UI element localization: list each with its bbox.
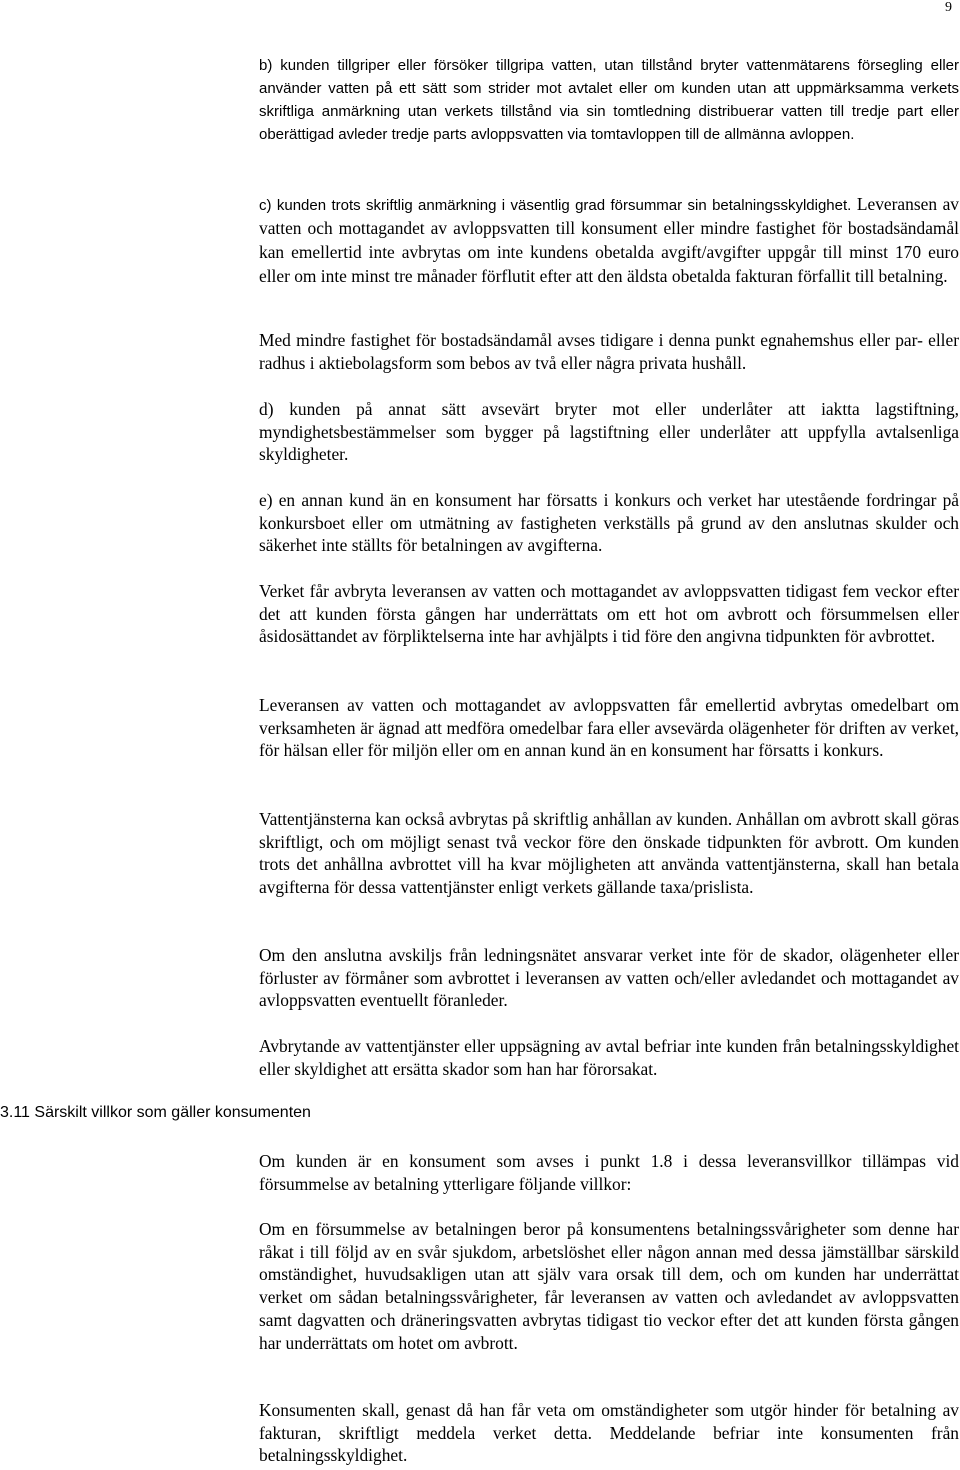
paragraph-item-b: b) kunden tillgriper eller försöker tillgripa vatten, utan tillstånd bryter vattenmätarens försegling eller använder vatten på ett sätt som strider mot avtalet eller om kunden utan att uppmärksamma verkets skriftliga anmärkning utan verkets tillstånd via sin tomtledning distribuerar vatten till tredje part eller oberättigad avleder tredje parts avloppsvatten via tomtavloppen till de allmänna avloppen.	[259, 57, 959, 143]
paragraph-vattentjansterna: Vattentjänsterna kan också avbrytas på skriftlig anhållan av kunden. Anhållan om avbrott skall göras skriftligt, och om möjligt senast två veckor före den önskade tidpunkten för avbrott. Om kunden trots det anhållna avbrottet vill ha kvar möjligheten att använda vattentjänsterna, skall han betala avgifterna för dessa vattentjänster enligt verkets gällande taxa/prislista.	[259, 809, 959, 898]
paragraph-konsument: Om kunden är en konsument som avses i punkt 1.8 i dessa leveransvillkor tillämpas vid försummelse av betalning ytterligare följande villkor:	[259, 1151, 959, 1194]
paragraph-leveransen: Leveransen av vatten och mottagandet av avloppsvatten får emellertid avbrytas omedelbart om verksamheten är ägnad att medföra omedelbar fara eller avsevärda olägenheter för driften av verket, för hälsan eller för miljön eller om en annan kund än en konsument har försatts i konkurs.	[259, 695, 959, 761]
paragraph-avskiljs: Om den anslutna avskiljs från ledningsnätet ansvarar verket inte för de skador, olägenheter eller förluster av förmåner som avbrottet i leveransen av vatten och/eller avledandet och mottagandet av avloppsvatten eventuellt föranleder.	[259, 945, 959, 1011]
paragraph-item-d: d) kunden på annat sätt avsevärt bryter mot eller underlåter att iaktta lagstiftning, myndighetsbestämmelser som bygger på lagstiftning eller underlåter att uppfylla avtalsenliga skyldigheter.	[259, 399, 959, 465]
paragraph-item-e: e) en annan kund än en konsument har försatts i konkurs och verket har utestående fordringar på konkursboet eller om utmätning av fastigheten verkställs på grund av den anslutnas skulder och säkerhet inte ställts för betalningen av avgifterna.	[259, 490, 959, 556]
paragraph-item-c-rest: Leveransen av vatten och mottagandet av avloppsvatten till konsument eller mindre fastighet för bostadsändamål kan emellertid inte avbrytas om inte kundens obetalda avgift/avgifter uppgår till minst 170 euro eller om inte minst tre månader förflutit efter att den äldsta obetalda fakturan förfallit till betalning.	[259, 194, 959, 286]
paragraph-mindre-fastighet: Med mindre fastighet för bostadsändamål avses tidigare i denna punkt egnahemshus eller par- eller radhus i aktiebolagsform som bebos av två eller några privata hushåll.	[259, 330, 959, 373]
paragraph-verket-far: Verket får avbryta leveransen av vatten och mottagandet av avloppsvatten tidigast fem veckor efter det att kunden första gången har underrättats om ett hot om avbrott och försummelsen eller åsidosättandet av förpliktelserna inte har avhjälpts i tid före den angivna tidpunkten för avbrottet.	[259, 581, 959, 647]
paragraph-forsummelse: Om en försummelse av betalningen beror på konsumentens betalningssvårigheter som denne har råkat i till följd av en svår sjukdom, arbetslöshet eller någon annan med dessa jämställbar särskild omständighet, huvudsakligen utan att själv vara orsak till dem, och om kunden har underrättat verket om sådan betalningssvårigheter, får leveransen av vatten och avledandet av avloppsvatten samt dagvatten och dräneringsvatten avbrytas tidigast tio veckor efter det att kunden första gången har underrättats om hotet om avbrott.	[259, 1219, 959, 1353]
paragraph-item-c-lead: c) kunden trots skriftlig anmärkning i väsentlig grad försummar sin betalningsskyldighet.	[259, 197, 852, 214]
section-heading: 3.11 Särskilt villkor som gäller konsumenten	[0, 1104, 311, 1121]
paragraph-konsumenten-skall: Konsumenten skall, genast då han får veta om omständigheter som utgör hinder för betalning av fakturan, skriftligt meddela verket detta. Meddelande befriar inte konsumenten från betalningsskyldighet.	[259, 1400, 959, 1466]
page-number: 9	[945, 0, 952, 15]
paragraph-avbrytande: Avbrytande av vattentjänster eller uppsägning av avtal befriar inte kunden från betalningsskyldighet eller skyldighet att ersätta skador som han har förorsakat.	[259, 1036, 959, 1079]
paragraph-item-c	[259, 193, 959, 289]
